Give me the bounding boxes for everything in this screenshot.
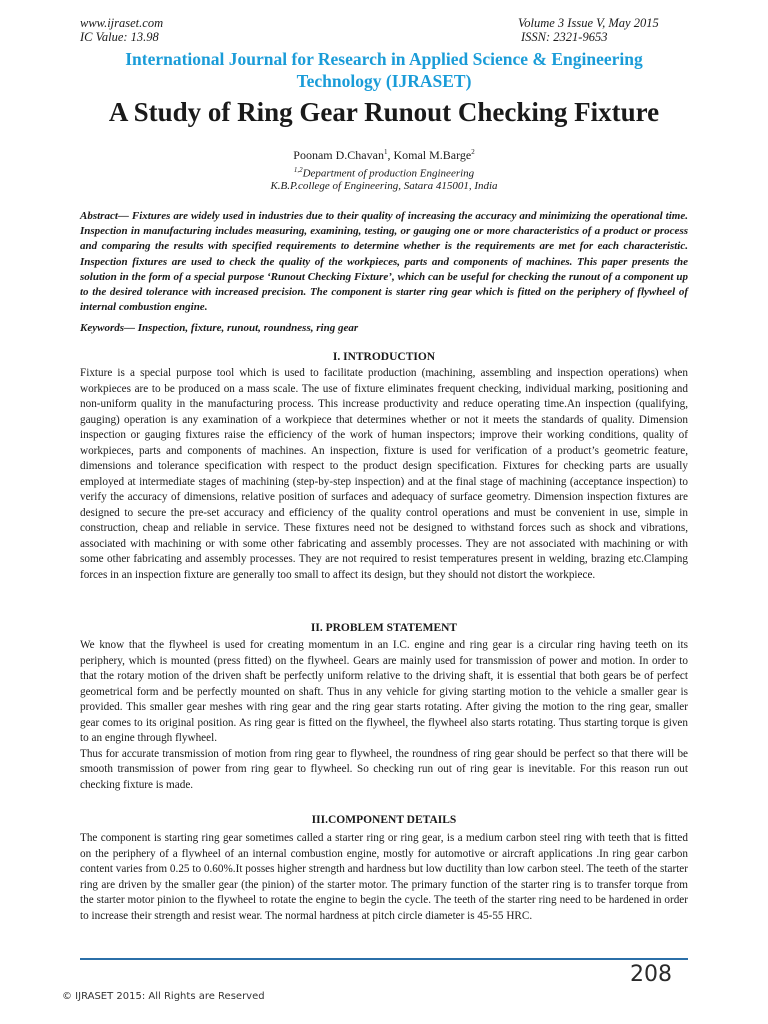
author-1: Poonam D.Chavan (293, 148, 384, 162)
problem-statement-body (80, 638, 688, 793)
author-1-affiliation-mark: 1 (383, 148, 388, 156)
author-2: Komal M.Barge (393, 148, 472, 162)
component-details-text: The component is starting ring gear sometimes called a starter ring or ring gear, is a medium carbon steel ring with teeth that is fitted on the periphery of a flywheel of an internal combustion engine, mostly for automotive or aircraft applications .In ring gear carbon content varies from 0.25 to 0.60%.It posses higher strength and hardness but low ductility than low carbon steel. The teeth of the starter ring are driven by the smaller gear (the pinion) of the starter motor. The primary function of the starter ring is to transfer torque from the starter motor pinion to the flywheel to rotate the engine to begin the cycle. The teeth of the starter ring need to be hardened in order to increase their strength and resist wear. The normal hardness at pitch circle diameter is 45-55 HRC. (80, 832, 688, 922)
header-volume: Volume 3 Issue V, May 2015 (518, 16, 659, 30)
journal-name (40, 48, 728, 92)
introduction-text: Fixture is a special purpose tool which is used to facilitate production (machining, assembling and inspection operations) when workpieces are to be produced on a mass scale. The use of fixture eliminates frequent checking, individual marking, positioning and non-uniform quality in the manufacturing process. This increase productivity and reduce operating time.An inspection (qualifying, gauging) operation is any examination of a workpiece that determines whether or not it meets the standards of quality. Dimension inspection or gauging fixtures raise the efficiency of the work of human inspectors; improve their working conditions, quality of workpieces, parts and components of machines. An inspection, fixture is used for verification of a product’s geometric feature, dimensions and tolerance specification with respect to the product design specification. Fixtures for checking parts are usually employed at intermediate stages of machining (step-by-step inspection) and at the final stage of machining (acceptance inspection) to verify the accuracy of dimensions, relative position of surfaces and adequacy of surface geometry. Dimension inspection fixtures are designed to secure the pre-set accuracy and efficiency of the quality control operations and must be convenient in use, simple in construction, cheap and reliable in service. These fixtures need not be designed to withstand forces such as shock and vibrations, associated with machining or with some other fabricating and assembly processes. They are not associated with machining or with some other fabricating and assembly processes. They are not required to resist temperatures present in welding, brazing etc.Clamping forces in an inspection fixture are generally too small to affect its design, but they should not distort the workpiece. (80, 367, 688, 581)
section-heading-introduction: I. INTRODUCTION (332, 351, 436, 363)
affiliation-mark: 1,2 (293, 166, 303, 174)
header-ic-value: IC Value: 13.98 (80, 30, 159, 44)
footer-rule (80, 958, 688, 960)
header-issn: ISSN: 2321-9653 (521, 30, 608, 44)
affiliation-department (0, 163, 768, 181)
author-line (0, 145, 768, 163)
copyright-notice: © IJRASET 2015: All Rights are Reserved (62, 991, 265, 1002)
header-website[interactable]: www.ijraset.com (80, 16, 164, 30)
journal-name-line1: International Journal for Research in Applied Science & Engineering (125, 49, 643, 69)
section-heading-problem-statement: II. PROBLEM STATEMENT (310, 622, 458, 634)
page-number: 208 (630, 962, 672, 987)
paper-title: A Study of Ring Gear Runout Checking Fixture (108, 97, 660, 127)
abstract-text: Abstract— Fixtures are widely used in industries due to their quality of increasing the accuracy and minimizing the operational time. Inspection in manufacturing includes measuring, examining, testing, or gauging one or more characteristics of a product or process and comparing the results with specified requirements to determine whether is the requirements are met for each characteristic. Inspection fixtures are used to check the quality of the workpieces, parts and components of machines. This paper presents the solution in the form of a special purpose ‘Runout Checking Fixture’, which can be useful for checking the runout of a component up to the desired tolerance with increased precision. The component is starter ring gear which is fitted on the periphery of flywheel of internal combustion engine. (80, 210, 688, 314)
problem-statement-paragraph-1: We know that the flywheel is used for creating momentum in an I.C. engine and ring gear is a circular ring having teeth on its periphery, which is mounted (press fitted) on the flywheel. Gears are mainly used for transmission of power and motion. In order to that the rotary motion of the driven shaft be perfectly uniform relative to the driving shaft, it is essential that both gears be of perfect geometrical form and be perfectly mounted on shaft. Thus in any vehicle for giving starting motion to the vehicle a smaller gear is provided. This smaller gear meshes with ring gear and the ring gear starts rotating. After giving the motion to the ring gear, smaller gear comes to its original position. As ring gear is fitted on the flywheel, the flywheel also starts rotating. Thus starting torque is given to an engine through flywheel. (80, 639, 688, 744)
keywords-text: Keywords— Inspection, fixture, runout, roundness, ring gear (80, 322, 359, 334)
author-separator: , (387, 148, 394, 162)
affiliation-college: K.B.P.college of Engineering, Satara 415001, India (270, 180, 498, 192)
journal-name-line2: Technology (IJRASET) (296, 71, 472, 91)
department-text: Department of production Engineering (302, 167, 475, 180)
section-heading-component-details: III.COMPONENT DETAILS (311, 814, 457, 826)
problem-statement-paragraph-2: Thus for accurate transmission of motion from ring gear to flywheel, the roundness of ring gear should be perfect so that there will be smooth transmission of power from ring gear to flywheel. So checking run out of ring gear is inevitable. For this reason run out checking fixture is made. (80, 747, 688, 791)
author-2-affiliation-mark: 2 (471, 148, 475, 156)
